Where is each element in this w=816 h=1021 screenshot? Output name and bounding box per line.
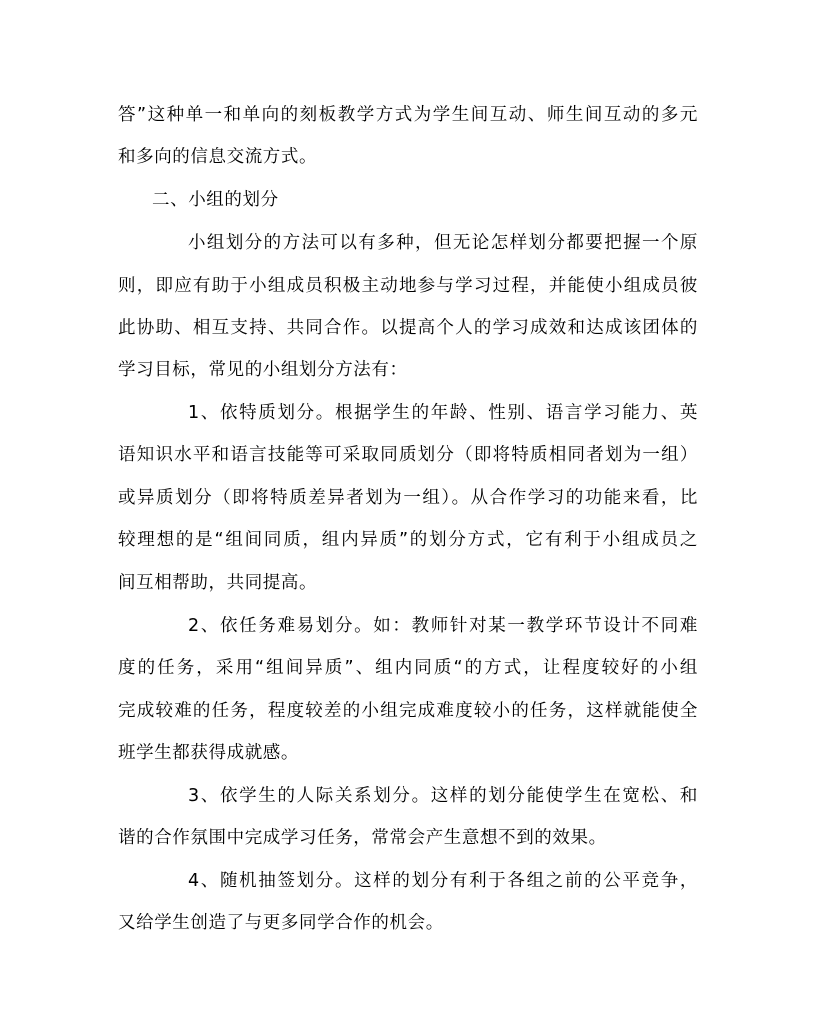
text-line: 语知识水平和语言技能等可采取同质划分（即将特质相同者划为一组）	[118, 445, 698, 465]
text-line: 1、依特质划分。根据学生的年龄、性别、语言学习能力、英	[188, 403, 698, 423]
text-line: 学习目标，常见的小组划分方法有：	[118, 360, 408, 380]
text-line: 完成较难的任务，程度较差的小组完成难度较小的任务，这样就能使全	[118, 701, 698, 721]
section-heading: 二、小组的划分	[152, 190, 279, 210]
text-line: 此协助、相互支持、共同合作。以提高个人的学习成效和达成该团体的	[118, 318, 698, 338]
text-line: 间互相帮助，共同提高。	[118, 573, 318, 593]
text-line: 2、依任务难易划分。如：教师针对某一教学环节设计不同难	[188, 616, 698, 636]
text-line: 较理想的是“组间同质，组内异质”的划分方式，它有利于小组成员之	[118, 530, 698, 550]
text-line: 度的任务，采用“组间异质”、组内同质“的方式，让程度较好的小组	[118, 658, 698, 678]
text-line: 又给学生创造了与更多同学合作的机会。	[118, 913, 444, 933]
text-line: 和多向的信息交流方式。	[118, 147, 318, 167]
text-line: 谐的合作氛围中完成学习任务，常常会产生意想不到的效果。	[118, 828, 607, 848]
text-line: 则，即应有助于小组成员积极主动地参与学习过程，并能使小组成员彼	[118, 276, 698, 296]
text-line: 答”这种单一和单向的刻板教学方式为学生间互动、师生间互动的多元	[118, 105, 698, 125]
text-line: 或异质划分（即将特质差异者划为一组）。从合作学习的功能来看，比	[118, 488, 698, 508]
text-line: 班学生都获得成就感。	[118, 743, 299, 763]
text-line: 4、随机抽签划分。这样的划分有利于各组之前的公平竞争，	[188, 871, 698, 891]
text-line: 3、依学生的人际关系划分。这样的划分能使学生在宽松、和	[188, 786, 698, 806]
text-line: 小组划分的方法可以有多种，但无论怎样划分都要把握一个原	[188, 233, 698, 253]
